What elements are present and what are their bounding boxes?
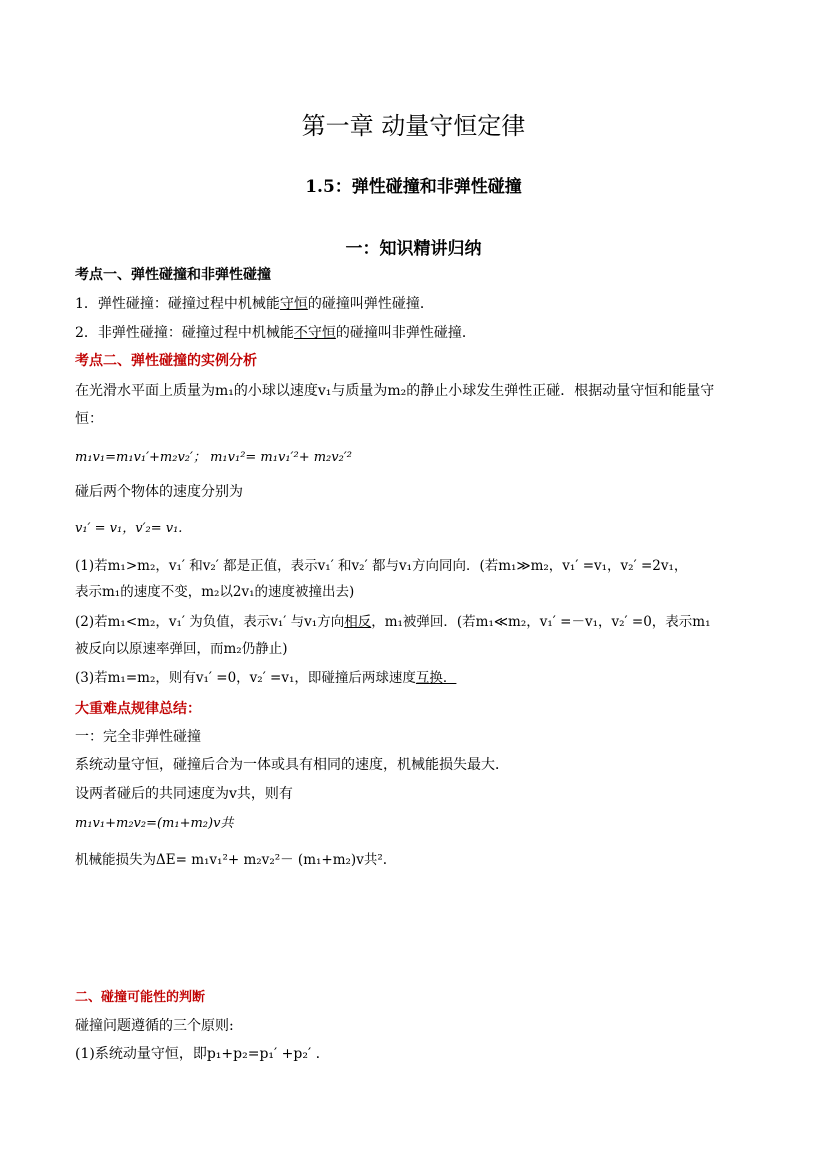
summary-line2: 设两者碰后的共同速度为v共，则有 <box>75 786 293 802</box>
kaodian2-intro-line1: 在光滑水平面上质量为m₁的小球以速度v₁与质量为m₂的静止小球发生弹性正碰．根据动量守恒和能量守 <box>75 383 715 399</box>
summary-line1: 系统动量守恒，碰撞后合为一体或具有相同的速度，机械能损失最大． <box>75 757 509 773</box>
summary-eq1: m₁v₁+m₂v₂=(m₁+m₂)v共 <box>75 816 234 831</box>
momentum-energy-equations: m₁v₁=m₁v₁′+m₂v₂′； m₁v₁²= m₁v₁′²+ m₂v₂′² <box>75 450 352 465</box>
case2-line1: (2)若m₁<m₂，v₁′ 为负值，表示v₁′ 与v₁方向相反，m₁被弹回．(若m₁≪m₂，v₁′ =－v₁，v₂′ =0，表示m₁ <box>75 614 711 630</box>
summary-eq2: 机械能损失为ΔE= m₁v₁²+ m₂v₂²－ (m₁+m₂)v共². <box>75 852 388 868</box>
velocity-equations: v₁′ = v₁，v′₂= v₁. <box>75 521 183 536</box>
after-collision-text: 碰后两个物体的速度分别为 <box>75 484 243 500</box>
case1-line1: (1)若m₁>m₂，v₁′ 和v₂′ 都是正值，表示v₁′ 和v₂′ 都与v₁方向同向．(若m₁≫m₂，v₁′ =v₁，v₂′ =2v₁， <box>75 558 688 574</box>
case2-line2: 被反向以原速率弹回，而m₂仍静止) <box>75 641 288 657</box>
kaodian1-item2: 2．非弹性碰撞：碰撞过程中机械能不守恒的碰撞叫非弹性碰撞． <box>75 325 476 341</box>
lesson-title: 1.5：弹性碰撞和非弹性碰撞 <box>305 177 522 197</box>
case1-line2: 表示m₁的速度不变，m₂以2v₁的速度被撞出去) <box>75 584 355 600</box>
kaodian2-intro-line2: 恒： <box>75 411 103 427</box>
summary-sub1: 一：完全非弹性碰撞 <box>75 729 201 745</box>
section-heading: 一：知识精讲归纳 <box>345 239 482 259</box>
section2-title: 二、碰撞可能性的判断 <box>75 990 206 1005</box>
summary-title: 大重难点规律总结： <box>75 701 201 717</box>
kaodian2-title: 考点二、弹性碰撞的实例分析 <box>75 353 257 369</box>
kaodian1-item1: 1．弹性碰撞：碰撞过程中机械能守恒的碰撞叫弹性碰撞． <box>75 296 434 312</box>
section2-line1: 碰撞问题遵循的三个原则: <box>75 1018 234 1034</box>
kaodian1-title: 考点一、弹性碰撞和非弹性碰撞 <box>75 267 271 283</box>
section2-line2: (1)系统动量守恒，即p₁+p₂=p₁′ +p₂′ . <box>75 1046 321 1062</box>
case3: (3)若m₁=m₂，则有v₁′ =0，v₂′ =v₁，即碰撞后两球速度互换． <box>75 670 457 686</box>
chapter-title: 第一章 动量守恒定律 <box>301 112 526 140</box>
